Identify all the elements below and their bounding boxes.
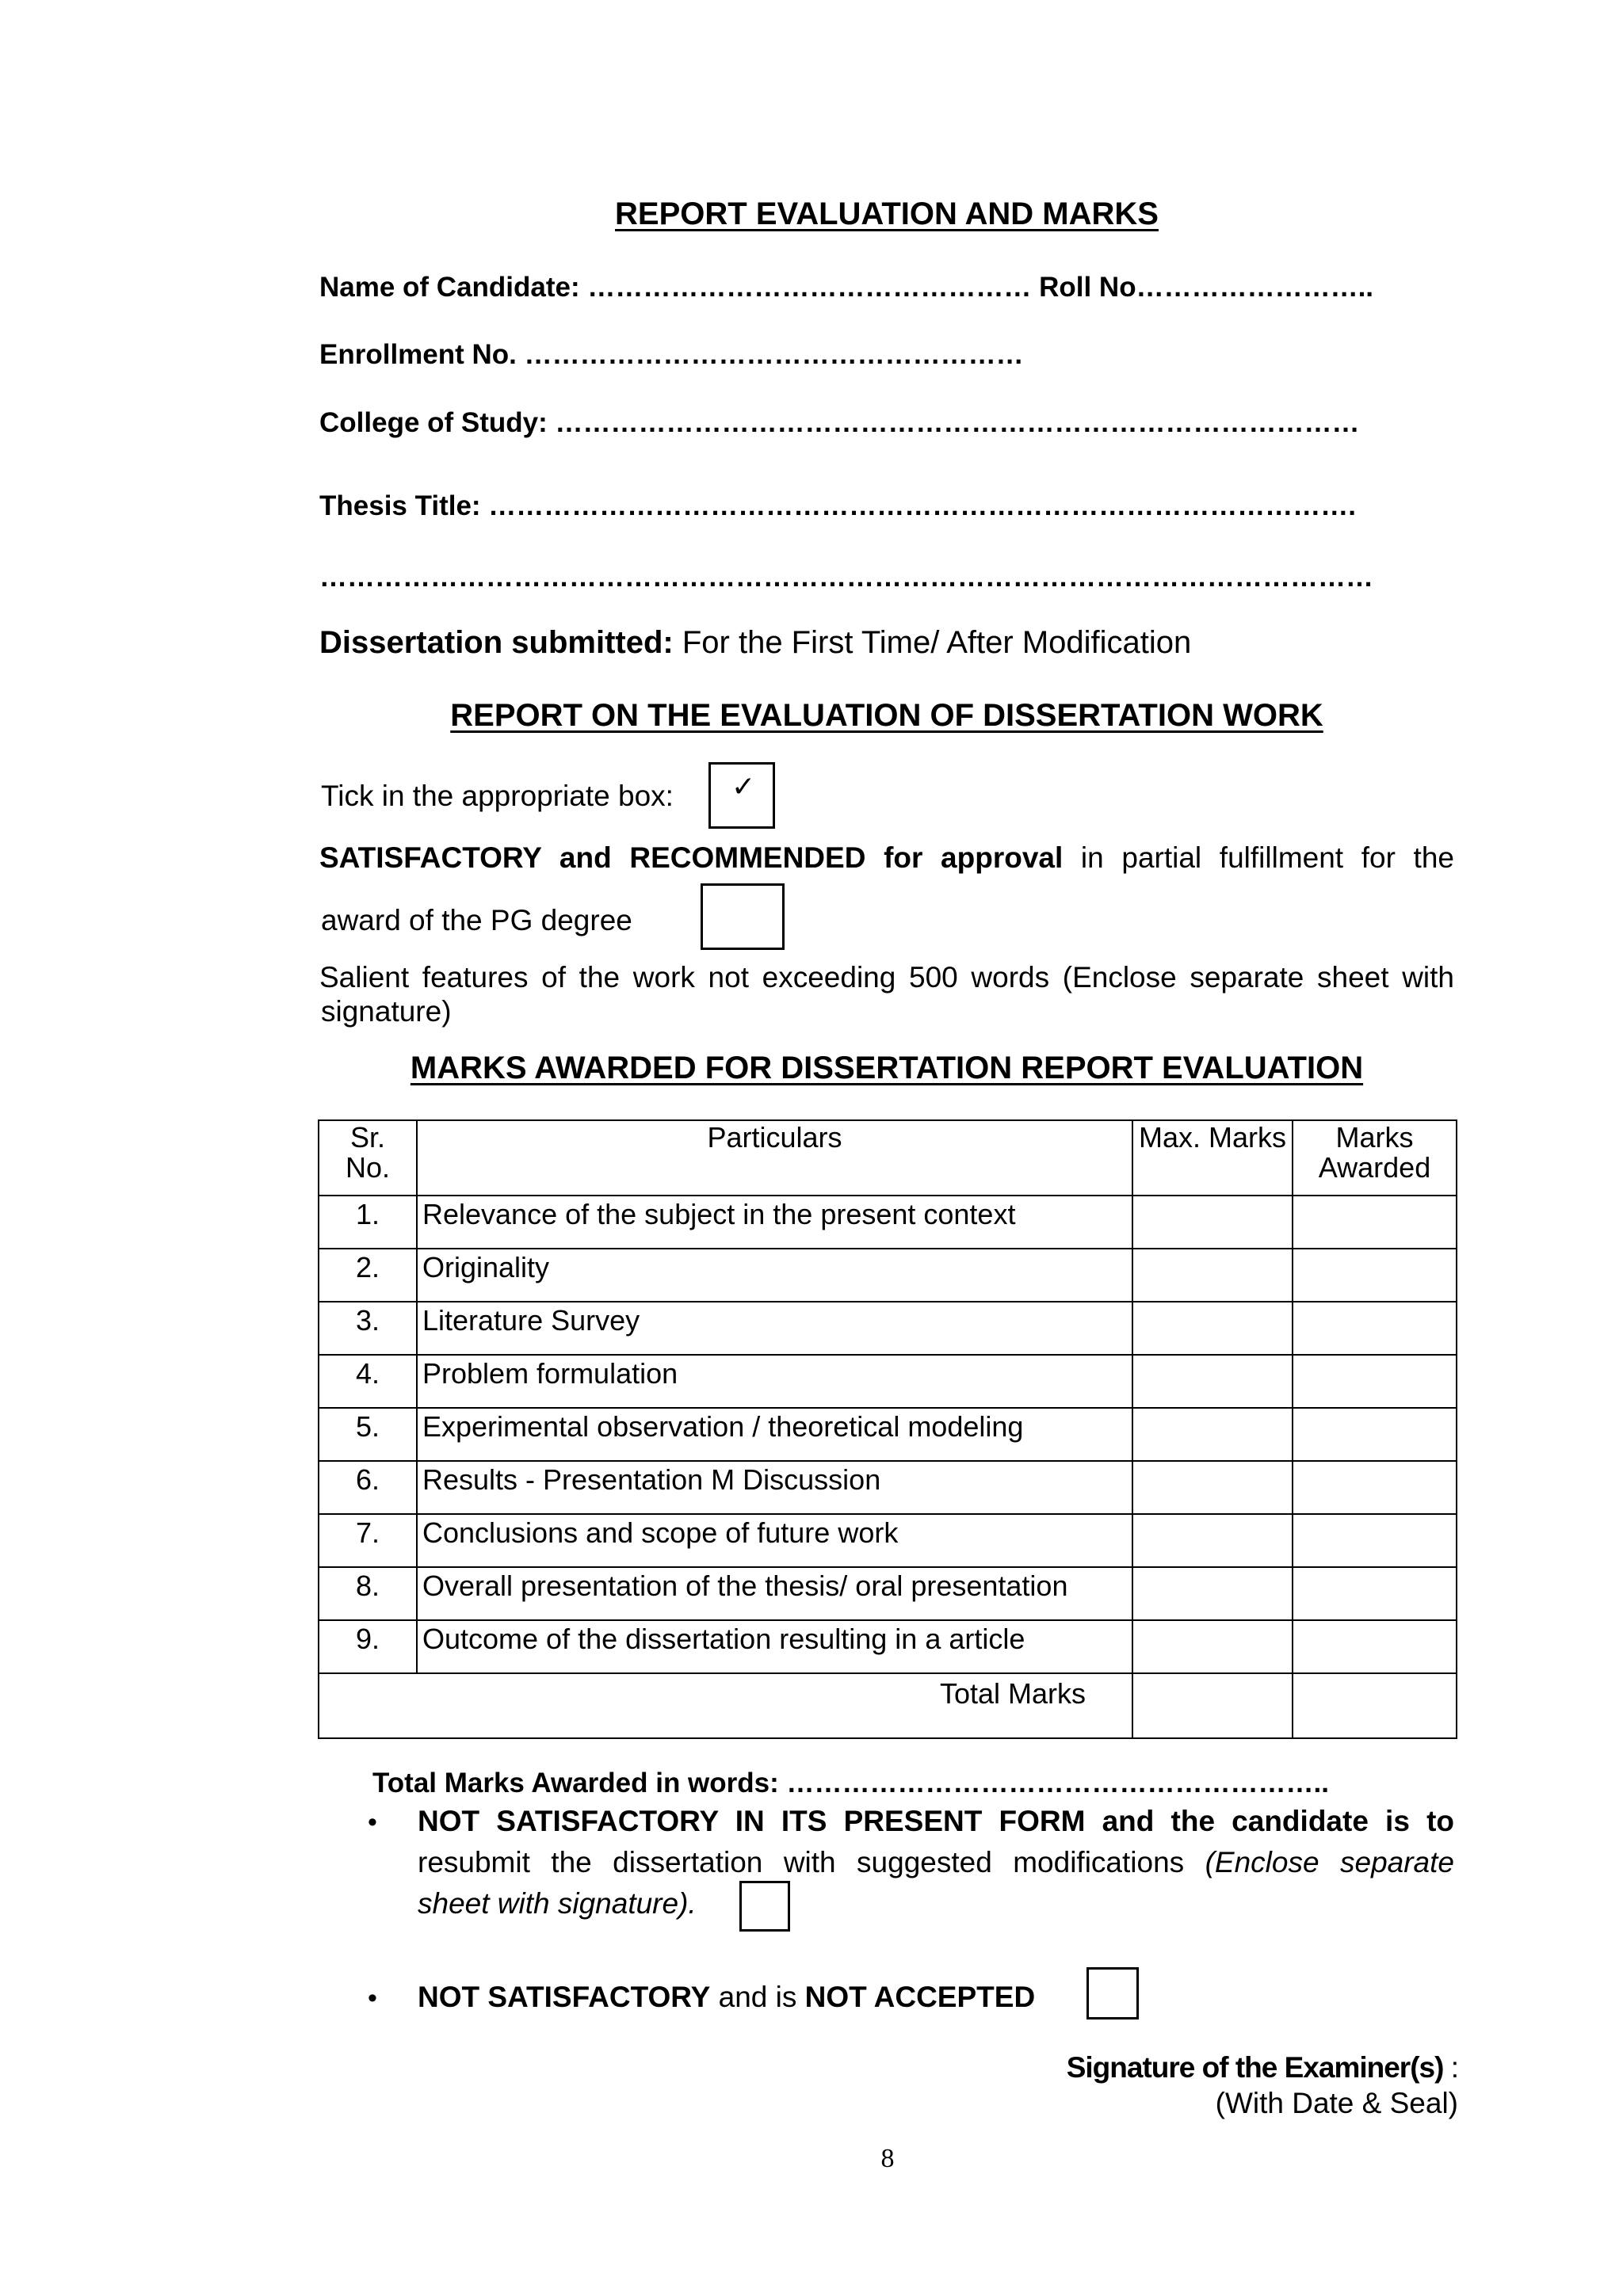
not-accepted-checkbox[interactable] [1086,1967,1139,2019]
row-particular: Overall presentation of the thesis/ oral presentation [417,1567,1132,1620]
table-row [319,1355,1457,1408]
row-particular: Conclusions and scope of future work [417,1514,1132,1567]
max-marks-cell[interactable] [1132,1408,1293,1461]
max-marks-cell[interactable] [1132,1196,1293,1249]
salient-line1: Salient features of the work not exceeding 500 words (Enclose separate sheet with [319,961,1454,994]
not-accepted-bold: NOT ACCEPTED [804,1981,1036,2013]
signature-colon: : [1450,2051,1458,2084]
marks-awarded-cell[interactable] [1293,1302,1457,1355]
resubmit-line [418,1846,1454,1879]
marks-awarded-cell[interactable] [1293,1196,1457,1249]
marks-awarded-cell[interactable] [1293,1567,1457,1620]
max-marks-cell[interactable] [1132,1620,1293,1673]
table-row [319,1514,1457,1567]
table-row [319,1408,1457,1461]
not-satisfactory-present-form: NOT SATISFACTORY IN ITS PRESENT FORM and the candidate is to [418,1805,1454,1837]
row-particular: Experimental observation / theoretical modeling [417,1408,1132,1461]
college-field: College of Study: …………………………………………………………………………… [319,407,1360,438]
enrollment-field: Enrollment No. ……………………………………………… [319,339,1024,370]
bullet-icon: • [368,1983,377,2013]
not-satisfactory-bold: NOT SATISFACTORY [418,1981,711,2013]
row-particular: Originality [417,1249,1132,1302]
row-particular: Literature Survey [417,1302,1132,1355]
table-row [319,1620,1457,1673]
total-marks-awarded-cell[interactable] [1293,1673,1457,1738]
max-marks-cell[interactable] [1132,1302,1293,1355]
thesis-title-continuation: …………………………………………………………………………………………………… [319,562,1373,593]
resubmit-checkbox[interactable] [739,1881,790,1932]
row-sr: 6. [319,1461,417,1514]
satisfactory-bold: SATISFACTORY and RECOMMENDED for approval [319,841,1064,874]
total-marks-label: Total Marks [319,1673,1132,1738]
dissertation-submitted-value: For the First Time/ After Modification [682,625,1192,660]
enclose-note-line2: sheet with signature). [418,1887,697,1920]
thesis-title-field: Thesis Title: …………………………………………………………………………………. [319,490,1357,521]
row-sr: 5. [319,1408,417,1461]
table-row [319,1196,1457,1249]
table-row [319,1249,1457,1302]
max-marks-cell[interactable] [1132,1461,1293,1514]
resubmit-text: resubmit the dissertation with suggested modifications [418,1846,1185,1878]
marks-awarded-cell[interactable] [1293,1355,1457,1408]
max-marks-cell[interactable] [1132,1514,1293,1567]
row-sr: 2. [319,1249,417,1302]
candidate-name-field: Name of Candidate: ………………………………………… Roll No…………………….. [319,272,1374,303]
header-particulars: Particulars [417,1120,1132,1196]
total-marks-words: Total Marks Awarded in words: ………………………………………………….. [372,1768,1329,1798]
row-sr: 1. [319,1196,417,1249]
marks-awarded-cell[interactable] [1293,1408,1457,1461]
signature-label: Signature of the Examiner(s) [1066,2051,1444,2084]
satisfactory-line2: award of the PG degree [321,904,632,936]
not-accepted-line [418,1981,1035,2014]
check-icon: ✓ [731,770,756,803]
table-row [319,1567,1457,1620]
page-title: REPORT EVALUATION AND MARKS [615,196,1159,231]
row-sr: 9. [319,1620,417,1673]
marks-awarded-cell[interactable] [1293,1514,1457,1567]
table-header-row [319,1120,1457,1196]
report-heading: REPORT ON THE EVALUATION OF DISSERTATION WORK [450,698,1323,733]
marks-heading: MARKS AWARDED FOR DISSERTATION REPORT EVALUATION [410,1051,1364,1085]
max-marks-cell[interactable] [1132,1249,1293,1302]
table-row [319,1302,1457,1355]
table-row [319,1461,1457,1514]
bullet-icon: • [368,1807,377,1837]
total-max-marks-cell[interactable] [1132,1673,1293,1738]
examiner-signature-label [1067,2051,1458,2084]
header-marks-awarded: Marks Awarded [1293,1120,1457,1196]
dissertation-submitted-label: Dissertation submitted: [319,625,674,660]
total-row [319,1673,1457,1738]
max-marks-cell[interactable] [1132,1355,1293,1408]
dissertation-submitted [319,625,1191,661]
row-sr: 7. [319,1514,417,1567]
row-particular: Outcome of the dissertation resulting in a article [417,1620,1132,1673]
satisfactory-rest: in partial fulfillment for the [1080,841,1454,874]
row-particular: Results - Presentation M Discussion [417,1461,1132,1514]
header-max-marks: Max. Marks [1132,1120,1293,1196]
enclose-note-continued [418,1887,697,1920]
row-sr: 8. [319,1567,417,1620]
signature-subtext: (With Date & Seal) [1215,2087,1458,2119]
page-number: 8 [880,2144,895,2173]
salient-line2: signature) [321,995,452,1028]
marks-table [318,1119,1457,1739]
not-accepted-mid: and is [718,1981,797,2013]
row-sr: 3. [319,1302,417,1355]
header-sr-no: Sr. No. [319,1120,417,1196]
row-particular: Problem formulation [417,1355,1132,1408]
row-sr: 4. [319,1355,417,1408]
marks-awarded-cell[interactable] [1293,1620,1457,1673]
row-particular: Relevance of the subject in the present context [417,1196,1132,1249]
marks-awarded-cell[interactable] [1293,1461,1457,1514]
tick-sample-box [708,762,775,829]
max-marks-cell[interactable] [1132,1567,1293,1620]
enclose-note: (Enclose separate [1205,1846,1454,1878]
satisfactory-line [319,841,1454,875]
satisfactory-checkbox[interactable] [701,883,785,950]
tick-instruction: Tick in the appropriate box: [321,780,674,812]
marks-awarded-cell[interactable] [1293,1249,1457,1302]
